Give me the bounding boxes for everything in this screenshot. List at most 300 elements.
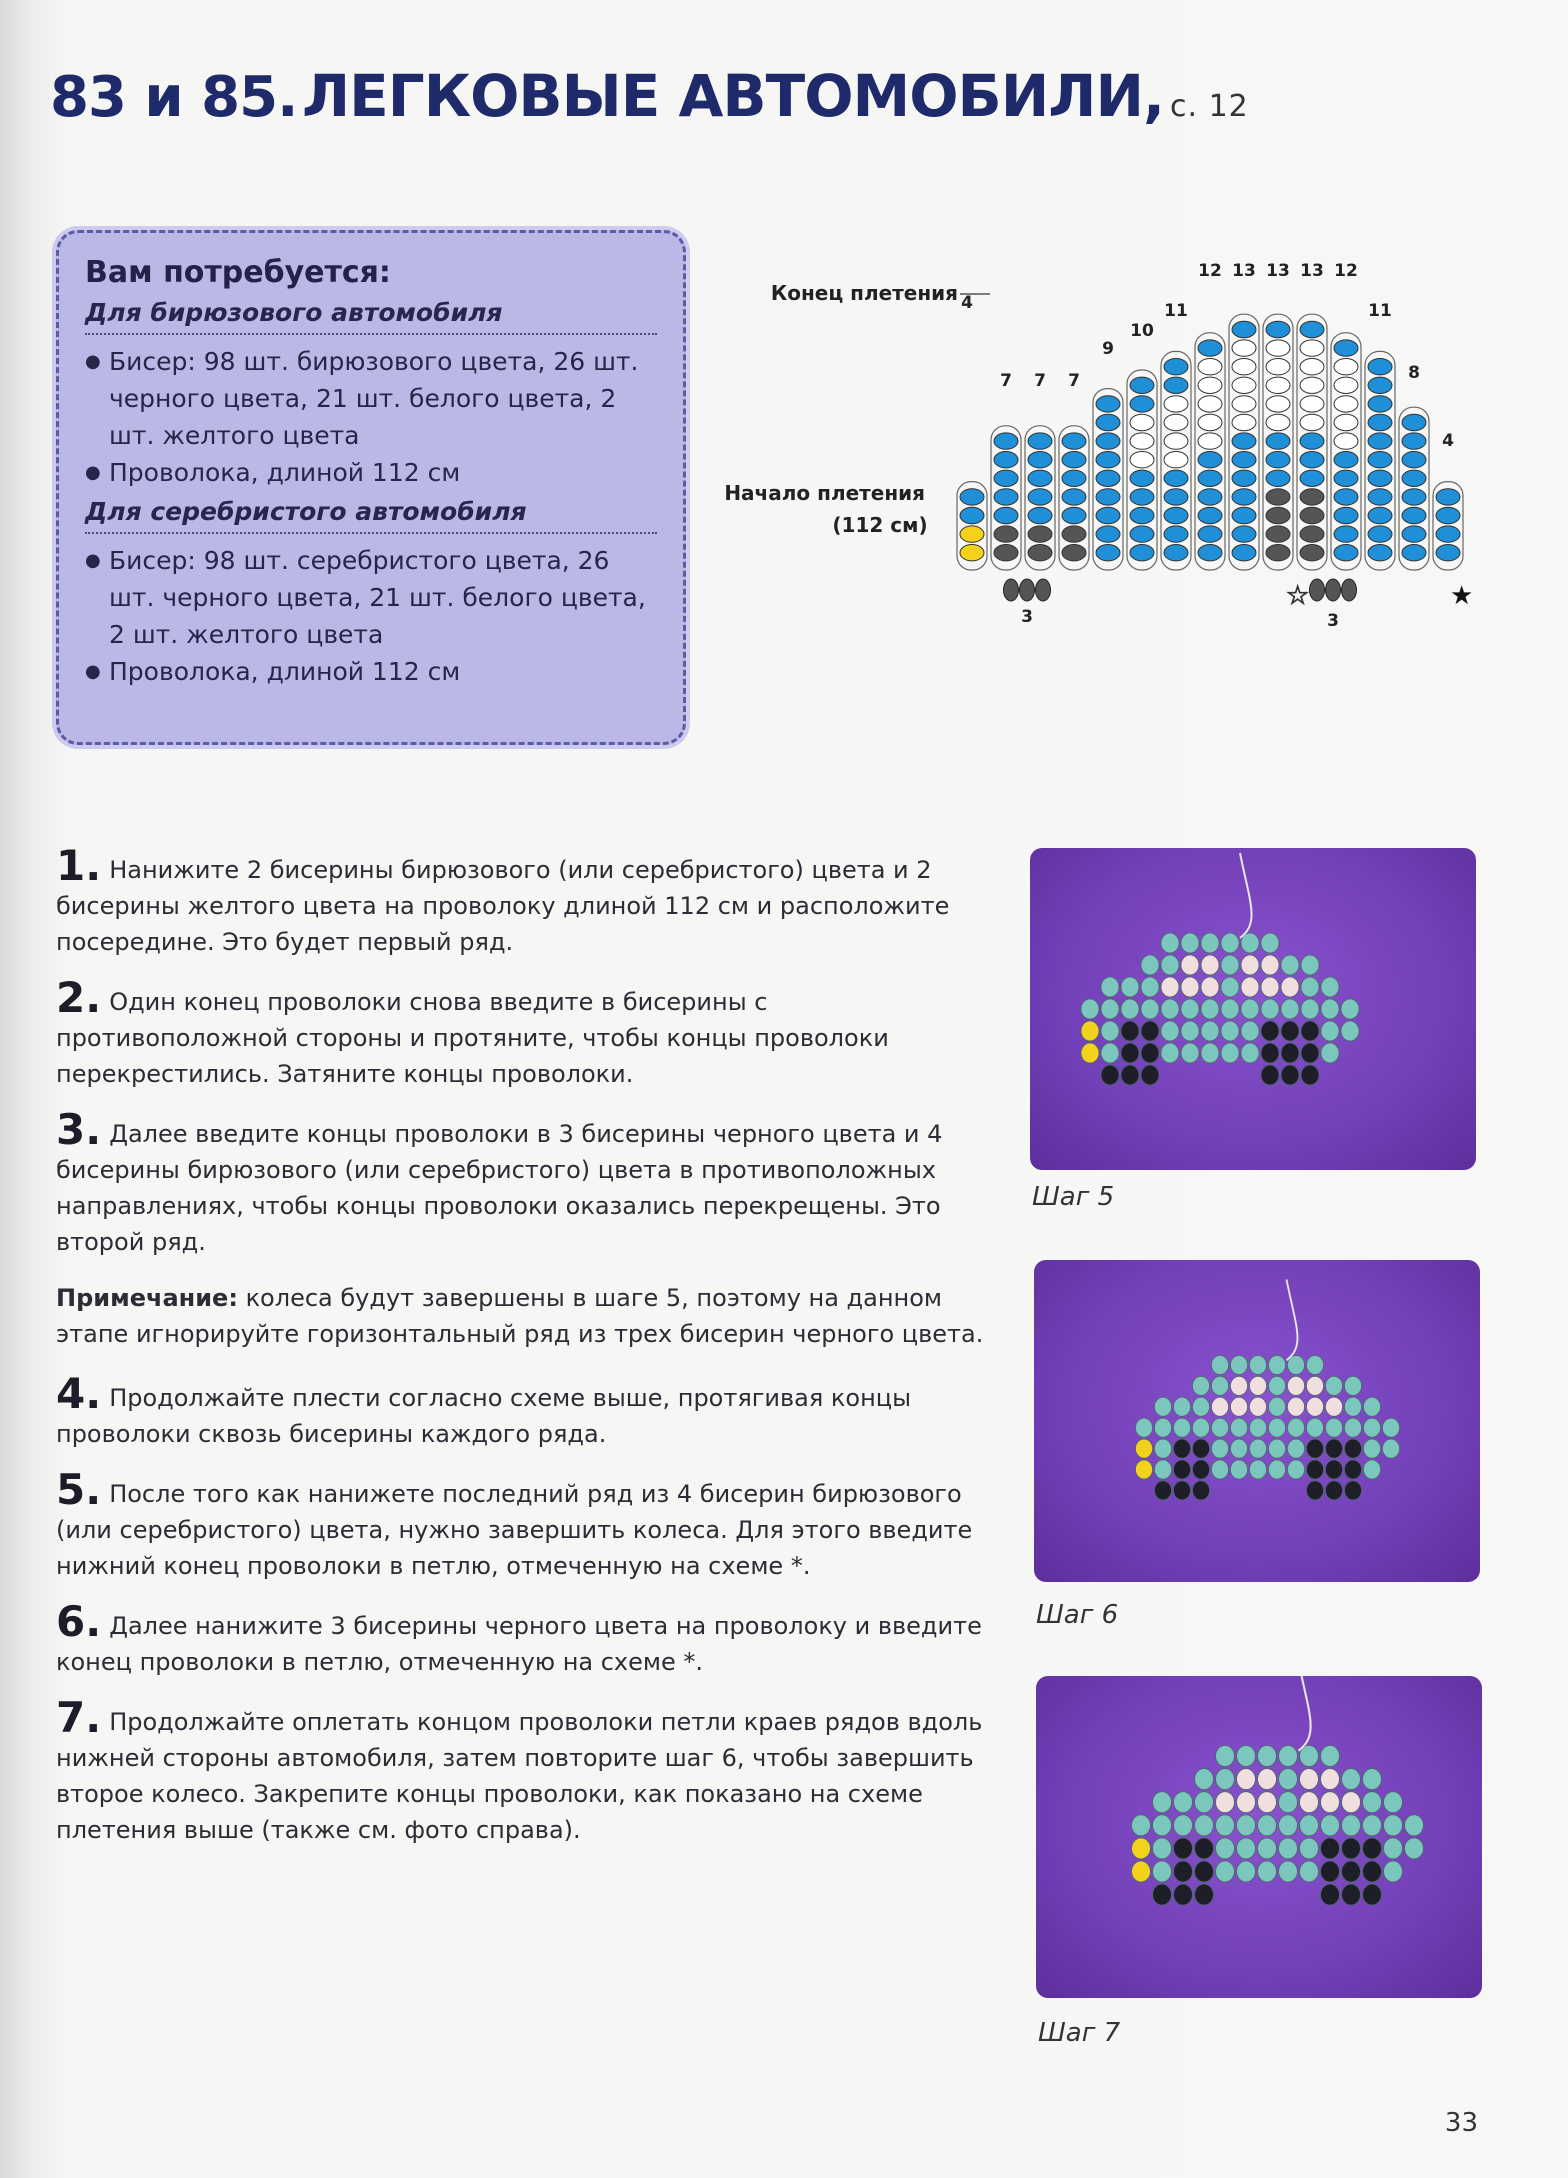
photo-bead xyxy=(1237,1861,1256,1882)
bead xyxy=(1062,545,1086,561)
bead xyxy=(994,470,1018,486)
bead xyxy=(1198,414,1222,430)
step-number: 2. xyxy=(56,973,102,1022)
photo-bead xyxy=(1192,1376,1209,1395)
photo-bead xyxy=(1258,1769,1277,1790)
bead xyxy=(1232,433,1256,449)
photo-bead xyxy=(1249,1376,1266,1395)
photo-bead xyxy=(1342,1884,1361,1905)
photo-bead xyxy=(1325,1460,1342,1479)
bead xyxy=(1368,433,1392,449)
bead xyxy=(1232,340,1256,356)
photo-bead xyxy=(1221,999,1239,1019)
photo-bead xyxy=(1300,1769,1319,1790)
bead xyxy=(960,489,984,505)
photo-bead xyxy=(1268,1439,1285,1458)
photo-bead xyxy=(1321,1838,1340,1859)
bead xyxy=(1334,545,1358,561)
bead xyxy=(1164,414,1188,430)
photo-bead xyxy=(1195,1815,1214,1836)
column-number: 10 xyxy=(1130,321,1154,341)
photo-bead xyxy=(1279,1815,1298,1836)
photo-bead xyxy=(1173,1418,1190,1437)
photo-bead xyxy=(1306,1460,1323,1479)
photo-bead xyxy=(1201,977,1219,997)
bead xyxy=(1028,526,1052,542)
title-number: 83 и 85. xyxy=(50,65,298,130)
bead xyxy=(1130,452,1154,468)
page-title xyxy=(50,62,1249,130)
photo-bead xyxy=(1101,1043,1119,1063)
photo-bead xyxy=(1321,1861,1340,1882)
bead xyxy=(1300,433,1324,449)
column-number: 11 xyxy=(1164,301,1188,321)
bead xyxy=(1198,433,1222,449)
photo-bead xyxy=(1321,1792,1340,1813)
bead xyxy=(1368,507,1392,523)
step-text: Один конец проволоки снова введите в бисерины с противоположной стороны и протяните, чтобы концы проволоки перекрестились. Затяните концы проволоки. xyxy=(56,988,889,1088)
diagram-end-label: Конец плетения xyxy=(770,281,958,305)
photo-bead xyxy=(1321,977,1339,997)
photo-bead xyxy=(1341,1021,1359,1041)
bead-grid xyxy=(957,314,1473,611)
note-label: Примечание: xyxy=(56,1284,238,1312)
bead xyxy=(1164,470,1188,486)
photo-bead xyxy=(1221,1021,1239,1041)
photo-bead xyxy=(1216,1792,1235,1813)
bead xyxy=(1232,507,1256,523)
bead xyxy=(1232,545,1256,561)
photo-bead xyxy=(1382,1439,1399,1458)
caption-step-6: Шаг 6 xyxy=(1036,1600,1119,1630)
bead xyxy=(1062,489,1086,505)
photo-bead xyxy=(1342,1815,1361,1836)
beaded-car-photo xyxy=(1036,1676,1482,1998)
photo-bead xyxy=(1201,1043,1219,1063)
bead xyxy=(1266,359,1290,375)
photo-bead xyxy=(1153,1838,1172,1859)
list-item: ● Бисер: 98 шт. бирюзового цвета, 26 шт. черного цвета, 21 шт. белого цвета, 2 шт. желтого цвета xyxy=(85,343,657,454)
bead xyxy=(960,526,984,542)
photo-bead xyxy=(1192,1481,1209,1500)
bead xyxy=(1164,433,1188,449)
bead xyxy=(1096,414,1120,430)
bead xyxy=(1300,489,1324,505)
photo-bead xyxy=(1363,1769,1382,1790)
bead xyxy=(1300,359,1324,375)
bead xyxy=(1164,507,1188,523)
photo-bead xyxy=(1237,1838,1256,1859)
photo-bead xyxy=(1342,1792,1361,1813)
bead xyxy=(1368,396,1392,412)
bead xyxy=(1266,396,1290,412)
column-number: 7 xyxy=(1068,371,1080,391)
photo-bead xyxy=(1141,977,1159,997)
step-text: Нанижите 2 бисерины бирюзового (или серебристого) цвета и 2 бисерины желтого цвета на проволоку длиной 112 см и расположите посередине. Это будет первый ряд. xyxy=(56,856,950,956)
list-item: ● Бисер: 98 шт. серебристого цвета, 26 шт. черного цвета, 21 шт. белого цвета, 2 шт. желтого цвета xyxy=(85,542,657,653)
bead xyxy=(1130,470,1154,486)
wheel-bead xyxy=(1020,579,1035,601)
photo-bead xyxy=(1281,1043,1299,1063)
bead xyxy=(1232,414,1256,430)
photo-bead xyxy=(1121,1065,1139,1085)
photo-bead xyxy=(1237,1746,1256,1767)
photo-bead xyxy=(1268,1397,1285,1416)
column-number: 4 xyxy=(961,293,973,313)
wire xyxy=(1240,853,1252,938)
photo-bead xyxy=(1325,1376,1342,1395)
loop-marker-star-outline: ☆ xyxy=(1286,581,1310,611)
photo-bead xyxy=(1173,1460,1190,1479)
bead xyxy=(1164,526,1188,542)
bead xyxy=(1402,433,1426,449)
bead xyxy=(1198,489,1222,505)
bead xyxy=(1232,377,1256,393)
bead xyxy=(1130,545,1154,561)
photo-bead xyxy=(1153,1884,1172,1905)
photo-bead xyxy=(1201,933,1219,953)
photo-bead xyxy=(1216,1815,1235,1836)
diagram-start-sub: (112 см) xyxy=(832,513,928,537)
bead xyxy=(1334,377,1358,393)
photo-bead xyxy=(1344,1418,1361,1437)
photo-bead xyxy=(1306,1418,1323,1437)
photo-bead xyxy=(1300,1792,1319,1813)
bead xyxy=(1130,396,1154,412)
photo-bead xyxy=(1221,977,1239,997)
bead xyxy=(1232,452,1256,468)
photo-bead xyxy=(1363,1792,1382,1813)
photo-bead xyxy=(1249,1397,1266,1416)
bead xyxy=(1334,470,1358,486)
photo-bead xyxy=(1201,1021,1219,1041)
note-text: колеса будут завершены в шаге 5, поэтому на данном этапе игнорируйте горизонтальный ряд из трех бисерин черного цвета. xyxy=(56,1284,984,1348)
photo-bead xyxy=(1321,1769,1340,1790)
bead xyxy=(1300,507,1324,523)
photo-bead xyxy=(1321,999,1339,1019)
photo-bead xyxy=(1405,1815,1424,1836)
step-text: Продолжайте оплетать концом проволоки петли краев рядов вдоль нижней стороны автомобиля, затем повторите шаг 6, чтобы завершить второе колесо. Закрепите концы проволоки, как показано на схеме плетения выше (также см. фото справа). xyxy=(56,1708,983,1844)
photo-step-7 xyxy=(1036,1676,1482,1998)
photo-bead xyxy=(1241,955,1259,975)
column-number: 9 xyxy=(1102,339,1114,359)
photo-bead xyxy=(1141,999,1159,1019)
group-subtitle-turquoise: Для бирюзового автомобиля xyxy=(85,298,657,335)
photo-bead xyxy=(1221,933,1239,953)
bead xyxy=(1232,526,1256,542)
bead xyxy=(1334,340,1358,356)
photo-bead xyxy=(1237,1792,1256,1813)
photo-bead xyxy=(1101,977,1119,997)
photo-bead xyxy=(1195,1838,1214,1859)
beaded-car-photo xyxy=(1034,1260,1480,1582)
photo-bead xyxy=(1161,955,1179,975)
photo-bead xyxy=(1384,1815,1403,1836)
photo-bead xyxy=(1363,1838,1382,1859)
photo-bead xyxy=(1121,1043,1139,1063)
photo-bead xyxy=(1301,1021,1319,1041)
bead xyxy=(1334,507,1358,523)
beading-diagram xyxy=(720,250,1480,650)
bead xyxy=(1334,526,1358,542)
bead xyxy=(1436,545,1460,561)
group-subtitle-silver: Для серебристого автомобиля xyxy=(85,497,657,534)
step-text: После того как нанижете последний ряд из 4 бисерин бирюзового (или серебристого) цвета, нужно завершить колеса. Для этого введите нижний конец проволоки в петлю, отмеченную на схеме *. xyxy=(56,1480,973,1580)
photo-bead xyxy=(1241,999,1259,1019)
title-name: ЛЕГКОВЫЕ АВТОМОБИЛИ, xyxy=(301,62,1165,130)
bead xyxy=(1368,526,1392,542)
photo-bead xyxy=(1301,1065,1319,1085)
bead xyxy=(1062,470,1086,486)
top-number: 13 xyxy=(1232,261,1256,281)
bead xyxy=(1402,489,1426,505)
photo-bead xyxy=(1281,999,1299,1019)
photo-bead xyxy=(1221,955,1239,975)
photo-bead xyxy=(1174,1815,1193,1836)
photo-bead xyxy=(1173,1481,1190,1500)
bead xyxy=(1402,545,1426,561)
bead xyxy=(1062,526,1086,542)
photo-bead xyxy=(1344,1397,1361,1416)
diagram-start-label: Начало плетения xyxy=(724,481,925,505)
bead xyxy=(1402,507,1426,523)
caption-step-7: Шаг 7 xyxy=(1038,2018,1121,2048)
step-2 xyxy=(56,973,996,1092)
note xyxy=(56,1280,996,1352)
top-number: 12 xyxy=(1334,261,1358,281)
photo-bead xyxy=(1363,1884,1382,1905)
photo-bead xyxy=(1081,999,1099,1019)
photo-bead xyxy=(1154,1481,1171,1500)
photo-bead xyxy=(1101,999,1119,1019)
bead xyxy=(1334,414,1358,430)
photo-bead xyxy=(1153,1792,1172,1813)
photo-bead xyxy=(1161,933,1179,953)
photo-bead xyxy=(1181,977,1199,997)
bead xyxy=(1198,396,1222,412)
photo-bead xyxy=(1344,1460,1361,1479)
photo-bead xyxy=(1281,1021,1299,1041)
bead xyxy=(1266,452,1290,468)
bead xyxy=(1402,414,1426,430)
bead xyxy=(1096,489,1120,505)
bead xyxy=(1300,452,1324,468)
photo-bead xyxy=(1279,1792,1298,1813)
bead xyxy=(1028,452,1052,468)
photo-step-6 xyxy=(1034,1260,1480,1582)
list-item: ● Проволока, длиной 112 см xyxy=(85,454,657,491)
bead xyxy=(1402,526,1426,542)
bead xyxy=(1368,545,1392,561)
bead xyxy=(1266,414,1290,430)
photo-bead xyxy=(1230,1356,1247,1375)
photo-bead xyxy=(1306,1376,1323,1395)
photo-bead xyxy=(1301,999,1319,1019)
bead xyxy=(1130,507,1154,523)
photo-bead xyxy=(1195,1769,1214,1790)
photo-bead xyxy=(1174,1792,1193,1813)
bead xyxy=(1334,489,1358,505)
loop-marker-star-filled: ★ xyxy=(1450,581,1474,611)
photo-bead xyxy=(1261,955,1279,975)
photo-bead xyxy=(1230,1397,1247,1416)
photo-bead xyxy=(1174,1884,1193,1905)
bead xyxy=(1266,321,1290,337)
photo-bead xyxy=(1363,1460,1380,1479)
photo-bead xyxy=(1279,1746,1298,1767)
photo-bead xyxy=(1216,1861,1235,1882)
step-7 xyxy=(56,1693,996,1848)
bead xyxy=(1436,489,1460,505)
photo-bead xyxy=(1301,1043,1319,1063)
group-list-silver xyxy=(85,542,657,690)
bead xyxy=(1300,321,1324,337)
photo-bead xyxy=(1258,1792,1277,1813)
photo-bead xyxy=(1268,1376,1285,1395)
wheel-bead xyxy=(1004,579,1019,601)
bead xyxy=(1266,545,1290,561)
bead xyxy=(1198,452,1222,468)
bead xyxy=(1334,359,1358,375)
photo-bead xyxy=(1181,999,1199,1019)
photo-bead xyxy=(1287,1439,1304,1458)
photo-bead xyxy=(1249,1439,1266,1458)
photo-bead xyxy=(1281,1065,1299,1085)
photo-bead xyxy=(1268,1356,1285,1375)
photo-bead xyxy=(1154,1460,1171,1479)
bead xyxy=(1300,414,1324,430)
photo-bead xyxy=(1121,1021,1139,1041)
photo-step-5 xyxy=(1030,848,1476,1170)
photo-bead xyxy=(1321,1746,1340,1767)
photo-bead xyxy=(1081,1021,1099,1041)
bead xyxy=(1028,507,1052,523)
photo-bead xyxy=(1268,1460,1285,1479)
photo-bead xyxy=(1161,1021,1179,1041)
photo-bead xyxy=(1279,1861,1298,1882)
bead xyxy=(1402,452,1426,468)
bead xyxy=(1266,526,1290,542)
photo-bead xyxy=(1300,1815,1319,1836)
photo-bead xyxy=(1258,1838,1277,1859)
bead xyxy=(1130,526,1154,542)
bead xyxy=(1164,452,1188,468)
bead xyxy=(1198,340,1222,356)
bead xyxy=(1028,489,1052,505)
photo-bead xyxy=(1405,1838,1424,1859)
photo-bead xyxy=(1161,1043,1179,1063)
bead xyxy=(1368,377,1392,393)
photo-bead xyxy=(1173,1439,1190,1458)
photo-bead xyxy=(1141,1065,1159,1085)
bead xyxy=(1232,470,1256,486)
photo-bead xyxy=(1287,1418,1304,1437)
bead xyxy=(1130,489,1154,505)
photo-bead xyxy=(1321,1043,1339,1063)
bead xyxy=(1368,470,1392,486)
photo-bead xyxy=(1261,1065,1279,1085)
photo-bead xyxy=(1132,1838,1151,1859)
photo-bead xyxy=(1261,977,1279,997)
photo-bead xyxy=(1237,1769,1256,1790)
beaded-car-photo xyxy=(1030,848,1476,1170)
top-number: 12 xyxy=(1198,261,1222,281)
wheel-bead xyxy=(1310,579,1325,601)
photo-bead xyxy=(1216,1838,1235,1859)
bead xyxy=(1028,433,1052,449)
bead xyxy=(1096,470,1120,486)
photo-bead xyxy=(1211,1397,1228,1416)
bead xyxy=(1096,507,1120,523)
photo-bead xyxy=(1181,955,1199,975)
photo-bead xyxy=(1281,955,1299,975)
photo-bead xyxy=(1241,1021,1259,1041)
photo-bead xyxy=(1181,1021,1199,1041)
photo-bead xyxy=(1261,999,1279,1019)
requirements-heading: Вам потребуется: xyxy=(85,255,391,290)
photo-bead xyxy=(1287,1397,1304,1416)
bead xyxy=(1096,396,1120,412)
bead xyxy=(1300,470,1324,486)
bead xyxy=(1164,545,1188,561)
bead xyxy=(1198,359,1222,375)
photo-bead xyxy=(1154,1439,1171,1458)
instructions xyxy=(56,841,996,1868)
photo-bead xyxy=(1249,1356,1266,1375)
photo-bead xyxy=(1192,1460,1209,1479)
bead xyxy=(1300,340,1324,356)
photo-bead xyxy=(1237,1815,1256,1836)
photo-bead xyxy=(1101,1065,1119,1085)
photo-bead xyxy=(1344,1481,1361,1500)
wheel-bead xyxy=(1342,579,1357,601)
photo-bead xyxy=(1211,1376,1228,1395)
bead xyxy=(1300,396,1324,412)
column-number: 7 xyxy=(1000,371,1012,391)
photo-bead xyxy=(1181,1043,1199,1063)
bead xyxy=(1232,396,1256,412)
bead xyxy=(1130,433,1154,449)
bead xyxy=(1334,452,1358,468)
photo-bead xyxy=(1195,1792,1214,1813)
photo-bead xyxy=(1241,1043,1259,1063)
bead xyxy=(1266,340,1290,356)
step-4 xyxy=(56,1369,996,1452)
caption-step-5: Шаг 5 xyxy=(1032,1182,1115,1212)
photo-bead xyxy=(1363,1439,1380,1458)
bead xyxy=(1232,359,1256,375)
bead xyxy=(1266,433,1290,449)
top-number: 13 xyxy=(1300,261,1324,281)
wheel-bead xyxy=(1036,579,1051,601)
page-number: 33 xyxy=(1444,2108,1478,2138)
photo-bead xyxy=(1230,1439,1247,1458)
photo-bead xyxy=(1192,1439,1209,1458)
bead xyxy=(960,507,984,523)
bead xyxy=(1368,489,1392,505)
bead xyxy=(1028,470,1052,486)
bead xyxy=(1028,545,1052,561)
photo-bead xyxy=(1301,955,1319,975)
photo-bead xyxy=(1216,1769,1235,1790)
bead xyxy=(1062,507,1086,523)
photo-bead xyxy=(1230,1418,1247,1437)
bead xyxy=(1198,470,1222,486)
bead xyxy=(1096,526,1120,542)
photo-bead xyxy=(1342,1769,1361,1790)
photo-bead xyxy=(1221,1043,1239,1063)
wheel-bead xyxy=(1326,579,1341,601)
